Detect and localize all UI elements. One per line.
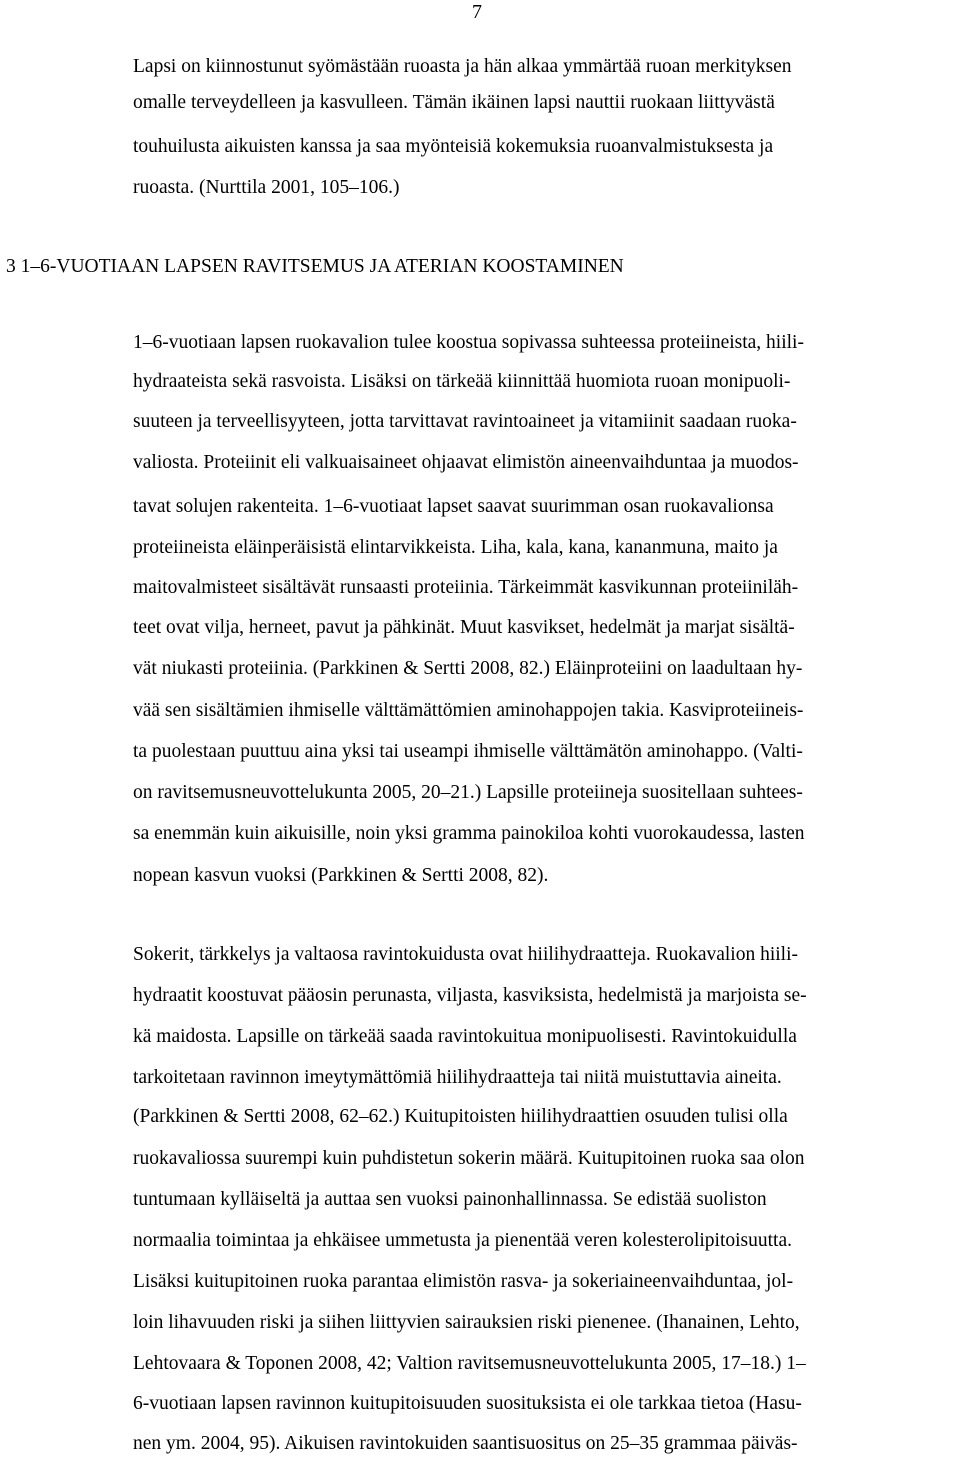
text-line: ruoasta. (Nurttila 2001, 105–106.) [133, 177, 400, 198]
text-line: touhuilusta aikuisten kanssa ja saa myönteisiä kokemuksia ruoanvalmistuksesta ja [133, 136, 774, 157]
text-line: Lisäksi kuitupitoinen ruoka parantaa elimistön rasva- ja sokeriaineenvaihduntaa, jol- [133, 1271, 794, 1292]
text-line: loin lihavuuden riski ja siihen liittyvien sairauksien riski pienenee. (Ihanainen, Lehto, [133, 1312, 800, 1333]
text-line: teet ovat vilja, herneet, pavut ja pähkinät. Muut kasvikset, hedelmät ja marjat sisältä- [133, 617, 795, 638]
text-line: valiosta. Proteiinit eli valkuaisaineet ohjaavat elimistön aineenvaihduntaa ja muodos- [133, 452, 799, 473]
text-line: ta puolestaan puuttuu aina yksi tai useampi ihmiselle välttämätön aminohappo. (Valti- [133, 741, 803, 762]
text-line: on ravitsemusneuvottelukunta 2005, 20–21.) Lapsille proteiineja suositellaan suhtees- [133, 782, 803, 803]
text-line: maitovalmisteet sisältävät runsaasti proteiinia. Tärkeimmät kasvikunnan proteiiniläh- [133, 577, 799, 598]
section-heading: 3 1–6-VUOTIAAN LAPSEN RAVITSEMUS JA ATERIAN KOOSTAMINEN [6, 256, 624, 277]
text-line: hydraatit koostuvat pääosin perunasta, viljasta, kasviksista, hedelmistä ja marjoista se- [133, 985, 807, 1006]
text-line: proteiineista eläinperäisistä elintarvikkeista. Liha, kala, kana, kananmuna, maito ja [133, 537, 778, 558]
text-line: omalle terveydelleen ja kasvulleen. Tämän ikäinen lapsi nauttii ruokaan liittyvästä [133, 92, 775, 113]
text-line: normaalia toimintaa ja ehkäisee ummetusta ja pienentää veren kolesterolipitoisuutta. [133, 1230, 792, 1251]
text-line: kä maidosta. Lapsille on tärkeää saada ravintokuitua monipuolisesti. Ravintokuidulla [133, 1026, 797, 1047]
text-line: (Parkkinen & Sertti 2008, 62–62.) Kuitupitoisten hiilihydraattien osuuden tulisi olla [133, 1106, 788, 1127]
text-line: tuntumaan kylläiseltä ja auttaa sen vuoksi painonhallinnassa. Se edistää suoliston [133, 1189, 767, 1210]
text-line: Lapsi on kiinnostunut syömästään ruoasta ja hän alkaa ymmärtää ruoan merkityksen [133, 56, 792, 77]
text-line: nopean kasvun vuoksi (Parkkinen & Sertti 2008, 82). [133, 865, 549, 886]
text-line: Sokerit, tärkkelys ja valtaosa ravintokuidusta ovat hiilihydraatteja. Ruokavalion hiili- [133, 944, 799, 965]
page-number: 7 [472, 1, 482, 23]
text-line: ruokavaliossa suurempi kuin puhdistetun sokerin määrä. Kuitupitoinen ruoka saa olon [133, 1148, 805, 1169]
text-line: sa enemmän kuin aikuisille, noin yksi gramma painokiloa kohti vuorokaudessa, lasten [133, 823, 805, 844]
text-line: vää sen sisältämien ihmiselle välttämättömien aminohappojen takia. Kasviproteiineis- [133, 700, 804, 721]
text-line: Lehtovaara & Toponen 2008, 42; Valtion ravitsemusneuvottelukunta 2005, 17–18.) 1– [133, 1353, 806, 1374]
text-line: tarkoitetaan ravinnon imeytymättömiä hiilihydraatteja tai niitä muistuttavia aineita. [133, 1067, 782, 1088]
text-line: suuteen ja terveellisyyteen, jotta tarvittavat ravintoaineet ja vitamiinit saadaan ruoka- [133, 411, 797, 432]
text-line: tavat solujen rakenteita. 1–6-vuotiaat lapset saavat suurimman osan ruokavalionsa [133, 496, 774, 517]
text-line: nen ym. 2004, 95). Aikuisen ravintokuiden saantisuositus on 25–35 grammaa päiväs- [133, 1433, 798, 1454]
text-line: vät niukasti proteiinia. (Parkkinen & Sertti 2008, 82.) Eläinproteiini on laadultaan hy- [133, 658, 803, 679]
text-line: 1–6-vuotiaan lapsen ruokavalion tulee koostua sopivassa suhteessa proteiineista, hiili- [133, 332, 804, 353]
text-line: hydraateista sekä rasvoista. Lisäksi on tärkeää kiinnittää huomiota ruoan monipuoli- [133, 371, 791, 392]
text-line: 6-vuotiaan lapsen ravinnon kuitupitoisuuden suosituksista ei ole tarkkaa tietoa (Hasu- [133, 1393, 802, 1414]
